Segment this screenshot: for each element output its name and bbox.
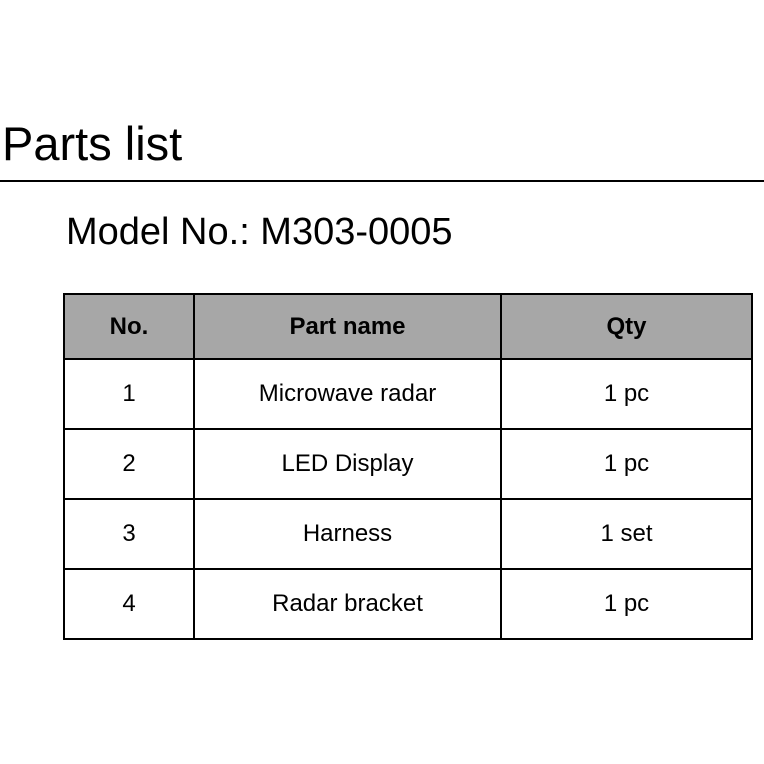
table-header-qty: Qty bbox=[501, 294, 752, 359]
table-cell-no: 1 bbox=[64, 359, 194, 429]
table-row bbox=[64, 499, 752, 569]
table-cell-no: 3 bbox=[64, 499, 194, 569]
page-title: Parts list bbox=[2, 117, 183, 170]
table-row bbox=[64, 359, 752, 429]
table-cell-qty: 1 pc bbox=[501, 569, 752, 639]
table-header-part-name: Part name bbox=[194, 294, 501, 359]
table-cell-part-name: Radar bracket bbox=[194, 569, 501, 639]
parts-table bbox=[63, 293, 753, 640]
table-cell-part-name: LED Display bbox=[194, 429, 501, 499]
model-number: Model No.: M303-0005 bbox=[66, 211, 453, 253]
table-cell-qty: 1 set bbox=[501, 499, 752, 569]
table-cell-qty: 1 pc bbox=[501, 359, 752, 429]
table-cell-part-name: Harness bbox=[194, 499, 501, 569]
table-row bbox=[64, 569, 752, 639]
table-cell-qty: 1 pc bbox=[501, 429, 752, 499]
title-divider bbox=[0, 180, 764, 182]
table-row bbox=[64, 429, 752, 499]
table-cell-no: 2 bbox=[64, 429, 194, 499]
table-cell-no: 4 bbox=[64, 569, 194, 639]
table-header-row bbox=[64, 294, 752, 359]
table-header-no: No. bbox=[64, 294, 194, 359]
table-cell-part-name: Microwave radar bbox=[194, 359, 501, 429]
